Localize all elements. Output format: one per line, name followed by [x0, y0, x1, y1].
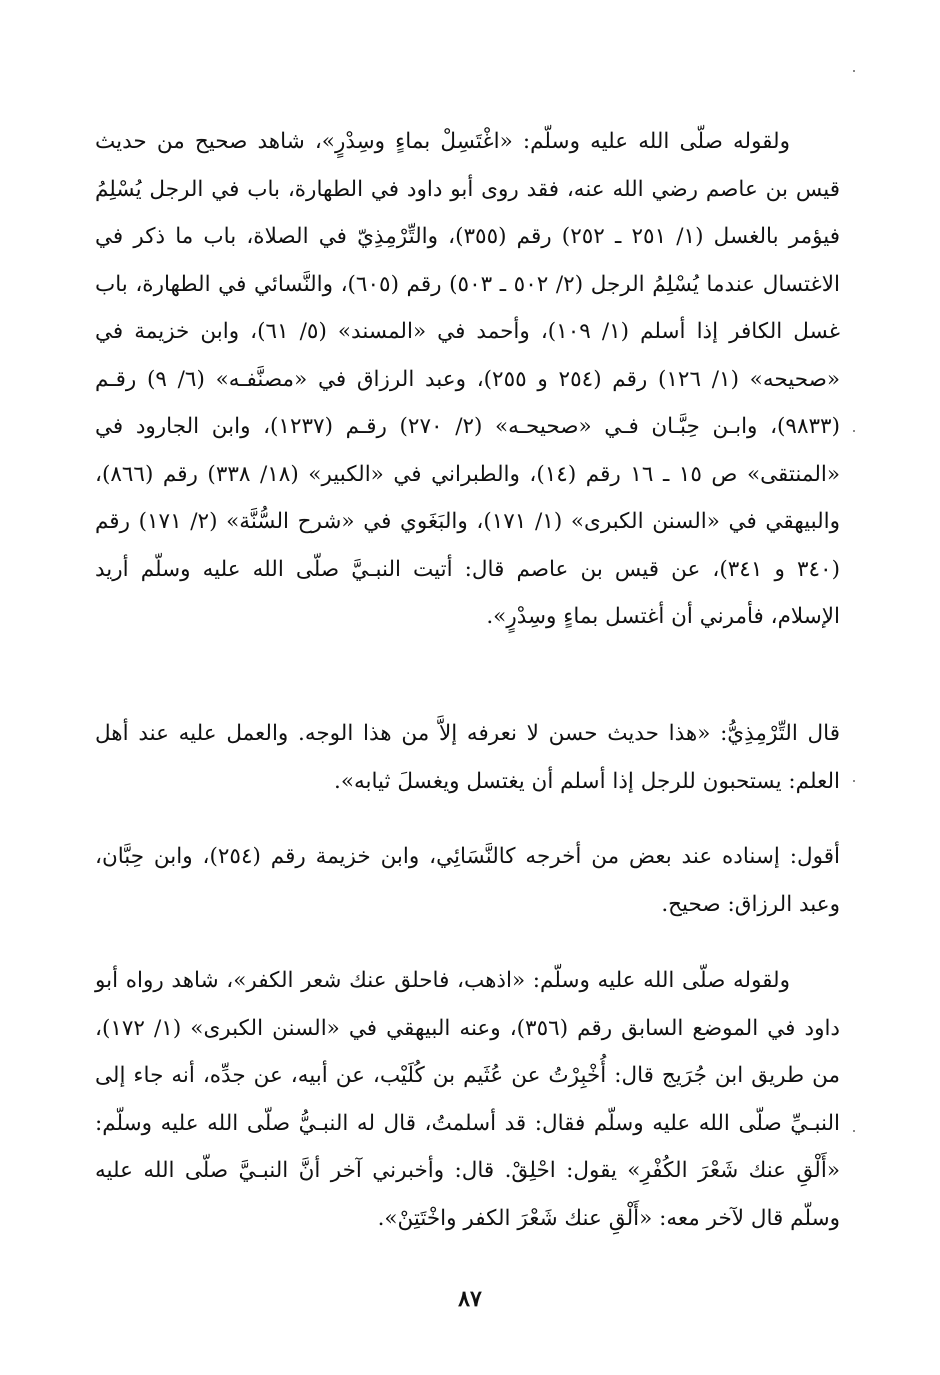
page-number: ٨٧ — [458, 1286, 482, 1312]
margin-mark — [853, 430, 855, 432]
paragraph-3-text: أقول: إسناده عند بعض من أخرجه كالنَّسَائِي، وابن خزيمة رقم (٢٥٤)، وابن حِبَّان، وعبد الرزاق: صحيح. — [95, 844, 840, 917]
paragraph-4 — [95, 957, 840, 1242]
paragraph-2-text: قال التِّرْمِذِيُّ: «هذا حديث حسن لا نعرفه إلاَّ من هذا الوجه. والعمل عليه عند أهل العلم: يستحبون للرجل إذا أسلم أن يغتسل ويغسلَ ثيابه». — [95, 721, 840, 794]
margin-mark — [853, 780, 855, 782]
paragraph-4-text: ولقوله صلّى الله عليه وسلّم: «اذهب، فاحلق عنك شعر الكفر»، شاهد رواه أبو داود في الموضع السابق رقم (٣٥٦)، وعنه البيهقي في «السنن الكبرى» (١/ ١٧٢)، من طريق ابن جُرَيج قال: أُخْبِرْتُ عن عُثَيم بن كُلَيْب، عن أبيه، عن جدِّه، أنه جاء إلى النبـيِّ صلّى الله عليه وسلّم فقال: قد أسلمتُ، قال له النبـيُّ صلّى الله عليه وسلّم: «أَلْقِ عنك شَعْرَ الكُفْرِ» يقول: احْلِقْ. قال: وأخبرني آخر أنَّ النبـيَّ صلّى الله عليه وسلّم قال لآخر معه: «أَلْقِ عنك شَعْرَ الكفر واخْتَتِنْ». — [95, 968, 840, 1231]
margin-mark — [853, 70, 855, 72]
paragraph-2 — [95, 710, 840, 805]
margin-mark — [853, 1130, 855, 1132]
paragraph-1-text: ولقوله صلّى الله عليه وسلّم: «اغْتَسِلْ بماءٍ وسِدْرٍ»، شاهد صحيح من حديث قيس بن عاصم رضي الله عنه، فقد روى أبو داود في الطهارة، باب في الرجل يُسْلِمُ فيؤمر بالغسل (١/ ٢٥١ ـ ٢٥٢) رقم (٣٥٥)، والتِّرْمِذِيّ في الصلاة، باب ما ذكر في الاغتسال عندما يُسْلِمُ الرجل (٢/ ٥٠٢ ـ ٥٠٣) رقم (٦٠٥)، والنَّسائي في الطهارة، باب غسل الكافر إذا أسلم (١/ ١٠٩)، وأحمد في «المسند» (٥/ ٦١)، وابن خزيمة في «صحيحه» (١/ ١٢٦) رقم (٢٥٤ و ٢٥٥)، وعبد الرزاق في «مصنَّفـه» (٦/ ٩) رقـم (٩٨٣٣)، وابـن حِبَّـان فـي «صحيحـه» (٢/ ٢٧٠) رقـم (١٢٣٧)، وابن الجارود في «المنتقى» ص ١٥ ـ ١٦ رقم (١٤)، والطبراني في «الكبير» (١٨/ ٣٣٨) رقم (٨٦٦)، والبيهقي في «السنن الكبرى» (١/ ١٧١)، والبَغَوي في «شرح السُّنَّة» (٢/ ١٧١) رقم (٣٤٠ و ٣٤١)، عن قيس بن عاصم قال: أتيت النبـيَّ صلّى الله عليه وسلّم أريد الإسلام، فأمرني أن أغتسل بماءٍ وسِدْرٍ». — [95, 129, 841, 629]
paragraph-1 — [95, 118, 840, 641]
paragraph-3 — [95, 833, 840, 928]
